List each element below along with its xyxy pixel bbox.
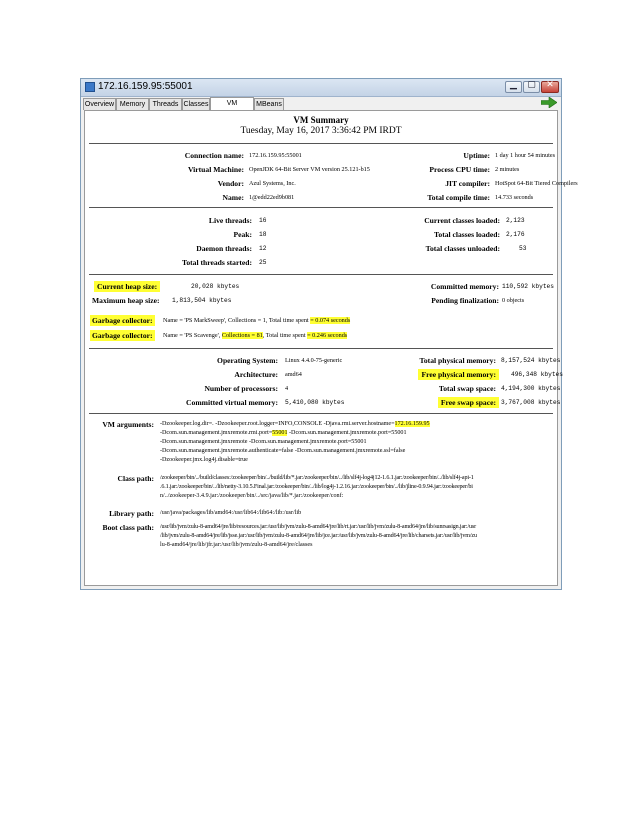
total-threads-started-value: 25: [259, 259, 267, 266]
peak-label: Peak:: [233, 230, 252, 239]
total-swap-space-value: 4,194,300 kbytes: [501, 385, 561, 392]
gc2-mid: , Total time spent: [262, 332, 308, 339]
vm-arguments-label: VM arguments:: [102, 420, 154, 429]
vm-arguments-text: -Dcom.sun.management.jmxremote.rmi.port=: [160, 430, 273, 436]
peak-value: 18: [259, 231, 267, 238]
total-swap-space-label: Total swap space:: [438, 384, 496, 393]
current-classes-loaded-label: Current classes loaded:: [424, 216, 500, 225]
vendor-value: Azul Systems, Inc.: [249, 180, 296, 187]
tab-threads[interactable]: Threads: [149, 98, 182, 110]
tab-overview[interactable]: Overview: [83, 98, 116, 110]
committed-memory-label: Committed memory:: [430, 282, 499, 291]
connection-name-value: 172.16.159.95:55001: [249, 152, 302, 159]
gc2-time: = 0.246 seconds: [307, 332, 348, 339]
vm-arguments-line: [160, 430, 407, 436]
total-classes-unloaded-label: Total classes unloaded:: [425, 244, 500, 253]
boot-class-path-label: Boot class path:: [102, 523, 154, 532]
title-bar[interactable]: [81, 79, 561, 97]
free-physical-memory-label: Free physical memory:: [418, 369, 499, 380]
vm-arguments-line: -Dcom.sun.management.jmxremote -Dcom.sun.management.jmxremote.port=55001: [160, 439, 367, 445]
architecture-label: Architecture:: [234, 370, 278, 379]
name-label: Name:: [222, 193, 244, 202]
boot-class-path-line: lu-8-amd64/jre/lib/jfr.jar:/usr/lib/jvm/zulu-8-amd64/jre/classes: [160, 542, 313, 548]
boot-class-path-line: /usr/lib/jvm/zulu-8-amd64/jre/lib/resources.jar:/usr/lib/jvm/zulu-8-amd64/jre/lib/rt.jar:/usr/lib/jvm/zulu-8-amd64/jre/lib/sunrsasign.jar:/usr: [160, 524, 476, 530]
total-physical-memory-value: 8,157,524 kbytes: [501, 357, 561, 364]
close-icon: ✕: [546, 80, 554, 90]
process-cpu-time-label: Process CPU time:: [429, 165, 490, 174]
architecture-value: amd64: [285, 371, 302, 378]
pending-finalization-label: Pending finalization:: [431, 296, 499, 305]
name-value: 1@edd22ed9b081: [249, 194, 295, 201]
live-threads-label: Live threads:: [208, 216, 252, 225]
current-heap-size-value: 20,028 kbytes: [191, 283, 240, 290]
total-classes-loaded-value: 2,176: [506, 231, 525, 238]
free-swap-space-label: Free swap space:: [438, 397, 499, 408]
class-path-line: .6.1.jar:/zookeeper/bin/../lib/netty-3.10.5.Final.jar:/zookeeper/bin/../lib/log4j-1.2.16.jar:/zookeeper/bin/../lib/jline-0.9.94.jar:/zookeeper/bi: [160, 484, 473, 490]
vm-arguments-text: -Dcom.sun.management.jmxremote.port=55001: [287, 430, 407, 436]
divider: [89, 274, 553, 275]
total-classes-unloaded-value: 53: [519, 245, 527, 252]
library-path-value: /usr/java/packages/lib/amd64:/usr/lib64:/lib64:/lib:/usr/lib: [160, 510, 302, 516]
operating-system-value: Linux 4.4.0-75-generic: [285, 357, 343, 364]
garbage-collector-label-2: Garbage collector:: [92, 331, 153, 340]
divider: [89, 207, 553, 208]
gc2-collections: Collections = 81: [221, 332, 263, 339]
minimize-button[interactable]: [505, 81, 522, 93]
class-path-label: Class path:: [117, 474, 154, 483]
uptime-label: Uptime:: [463, 151, 490, 160]
total-compile-time-value: 14.733 seconds: [495, 194, 534, 201]
daemon-threads-value: 12: [259, 245, 267, 252]
rmi-port-value: 55001: [272, 430, 288, 436]
maximum-heap-size-value: 1,813,504 kbytes: [172, 297, 232, 304]
gc1-time: = 0.074 seconds: [310, 317, 351, 324]
garbage-collector-2: [163, 332, 347, 339]
jconsole-window: [80, 78, 578, 590]
total-classes-loaded-label: Total classes loaded:: [434, 230, 500, 239]
jit-compiler-label: JIT compiler:: [445, 179, 490, 188]
divider: [89, 143, 553, 144]
boot-class-path-line: /lib/jvm/zulu-8-amd64/jre/lib/jsse.jar:/usr/lib/jvm/zulu-8-amd64/jre/lib/jce.jar:/usr/lib/jvm/zulu-8-amd64/jre/lib/charsets.jar:/usr/lib/jvm/zu: [160, 533, 477, 539]
committed-memory-value: 110,592 kbytes: [502, 283, 554, 290]
window-title: 172.16.159.95:55001: [98, 81, 193, 92]
free-swap-space-value: 3,767,008 kbytes: [501, 399, 561, 406]
tab-mbeans[interactable]: MBeans: [254, 98, 284, 110]
operating-system-label: Operating System:: [217, 356, 278, 365]
virtual-machine-value: OpenJDK 64-Bit Server VM version 25.121-b15: [249, 166, 370, 173]
committed-virtual-memory-value: 5,410,080 kbytes: [285, 399, 345, 406]
tab-vm-summary[interactable]: VM: [210, 97, 254, 110]
vm-arguments-line: -Dcom.sun.management.jmxremote.authenticate=false -Dcom.sun.management.jmxremote.ssl=false: [160, 448, 406, 454]
page-title: VM Summary: [293, 115, 349, 125]
class-path-line: n/../zookeeper-3.4.9.jar:/zookeeper/bin/../src/java/lib/*.jar:/zookeeper/conf:: [160, 493, 344, 499]
current-heap-size-label: Current heap size:: [94, 281, 160, 292]
tab-classes[interactable]: Classes: [182, 98, 210, 110]
vm-arguments-line: [160, 421, 430, 427]
maximize-icon: ▢: [527, 80, 536, 90]
tab-memory[interactable]: Memory: [116, 98, 149, 110]
uptime-value: 1 day 1 hour 54 minutes: [495, 152, 555, 159]
vm-arguments-text: -Dzookeeper.log.dir=. -Dzookeeper.root.logger=INFO,CONSOLE -Djava.rmi.server.hostname=: [160, 421, 395, 427]
library-path-label: Library path:: [109, 509, 154, 518]
gc2-name: Name = 'PS Scavenge',: [163, 332, 222, 339]
free-physical-memory-value: 496,348 kbytes: [511, 371, 563, 378]
total-threads-started-label: Total threads started:: [181, 258, 252, 267]
committed-virtual-memory-label: Committed virtual memory:: [186, 398, 278, 407]
divider: [89, 348, 553, 349]
live-threads-value: 16: [259, 217, 267, 224]
minimize-icon: ▁: [510, 80, 517, 90]
maximum-heap-size-label: Maximum heap size:: [92, 296, 160, 305]
gc1-name: Name = 'PS MarkSweep', Collections = 1, Total time spent: [163, 317, 311, 324]
rmi-hostname-value: 172.16.159.95: [394, 421, 430, 427]
connection-name-label: Connection name:: [184, 151, 244, 160]
pending-finalization-value: 0 objects: [502, 297, 525, 304]
vm-arguments-line: -Dzookeeper.jmx.log4j.disable=true: [160, 457, 248, 463]
close-button[interactable]: [541, 81, 559, 93]
maximize-button[interactable]: [523, 81, 540, 93]
daemon-threads-label: Daemon threads:: [196, 244, 252, 253]
divider: [89, 413, 553, 414]
jit-compiler-value: HotSpot 64-Bit Tiered Compilers: [495, 180, 578, 187]
summary-date: Tuesday, May 16, 2017 3:36:42 PM IRDT: [240, 126, 402, 136]
garbage-collector-label-1: Garbage collector:: [92, 316, 153, 325]
java-app-icon: [85, 82, 95, 92]
connect-arrow-icon[interactable]: [541, 97, 557, 108]
number-of-processors-value: 4: [285, 385, 289, 392]
virtual-machine-label: Virtual Machine:: [187, 165, 244, 174]
class-path-line: /zookeeper/bin/../build/classes:/zookeeper/bin/../build/lib/*.jar:/zookeeper/bin/../lib/slf4j-log4j12-1.6.1.jar:/zookeeper/bin/../lib/slf4j-api-1: [160, 475, 474, 481]
total-physical-memory-label: Total physical memory:: [419, 356, 496, 365]
vendor-label: Vendor:: [217, 179, 244, 188]
process-cpu-time-value: 2 minutes: [495, 166, 520, 173]
vm-summary-panel: [84, 110, 578, 586]
garbage-collector-1: [163, 317, 350, 324]
number-of-processors-label: Number of processors:: [204, 384, 278, 393]
current-classes-loaded-value: 2,123: [506, 217, 525, 224]
total-compile-time-label: Total compile time:: [427, 193, 490, 202]
